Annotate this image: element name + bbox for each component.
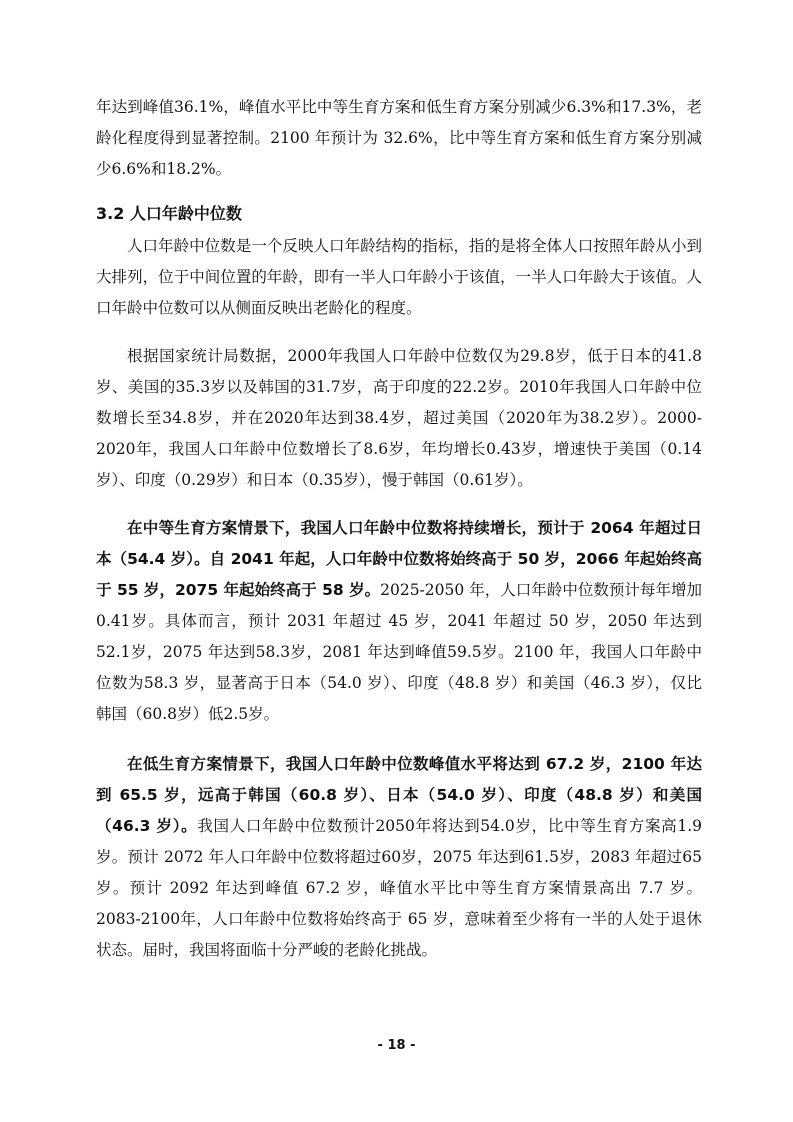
- paragraph-low-fertility-scenario: [96, 749, 702, 966]
- paragraph-medium-fertility-scenario: [96, 513, 702, 730]
- paragraph-low-fertility-text: 我国人口年龄中位数预计2050年将达到54.0岁，比中等生育方案高1.9岁。预计 2072 年人口年龄中位数将超过60岁，2075 年达到61.5岁，2083 年超过65岁。预计 2092 年达到峰值 67.2 岁，峰值水平比中等生育方案情景高出 7.7 岁。2083-2100年，人口年龄中位数将始终高于 65 岁，意味着至少将有一半的人处于退休状态。届时，我国将面临十分严峻的老龄化挑战。: [96, 817, 702, 959]
- paragraph-medium-fertility-bold: 在中等生育方案情景下，我国人口年龄中位数将持续增长，预计于 2064 年超过日本（54.4 岁）。自 2041 年起，人口年龄中位数将始终高于 50 岁，2066 年起始终高于 55 岁，2075 年起始终高于 58 岁。: [96, 519, 702, 599]
- paragraph-historical-median-age: 根据国家统计局数据，2000年我国人口年龄中位数仅为29.8岁，低于日本的41.8岁、美国的35.3岁以及韩国的31.7岁，高于印度的22.2岁。2010年我国人口年龄中位数增长至34.8岁，并在2020年达到38.4岁，超过美国（2020年为38.2岁）。2000-2020年，我国人口年龄中位数增长了8.6岁，年均增长0.43岁，增速快于美国（0.14岁）、印度（0.29岁）和日本（0.35岁），慢于韩国（0.61岁）。: [96, 347, 702, 489]
- paragraph-median-age-definition: 人口年龄中位数是一个反映人口年龄结构的指标，指的是将全体人口按照年龄从小到大排列，位于中间位置的年龄，即有一半人口年龄小于该值，一半人口年龄大于该值。人口年龄中位数可以从侧面反映出老龄化的程度。: [96, 237, 702, 317]
- section-heading: 3.2 人口年龄中位数: [96, 204, 242, 223]
- paragraph-aging-ratio-peak: 年达到峰值36.1%，峰值水平比中等生育方案和低生育方案分别减少6.3%和17.3%，老龄化程度得到显著控制。2100 年预计为 32.6%，比中等生育方案和低生育方案分别减少6.6%和18.2%。: [96, 98, 702, 178]
- paragraph-low-fertility-bold: 在低生育方案情景下，我国人口年龄中位数峰值水平将达到 67.2 岁，2100 年达到 65.5 岁，远高于韩国（60.8 岁）、日本（54.0 岁）、印度（48.8 岁）和美国（46.3 岁）。: [96, 755, 702, 835]
- paragraph-medium-fertility-text: 2025-2050 年，人口年龄中位数预计每年增加0.41岁。具体而言，预计 2031 年超过 45 岁，2041 年超过 50 岁，2050 年达到 52.1岁，2075 年达到58.3岁，2081 年达到峰值59.5岁。2100 年，我国人口年龄中位数为58.3 岁，显著高于日本（54.0 岁）、印度（48.8 岁）和美国（46.3 岁），仅比韩国（60.8岁）低2.5岁。: [96, 581, 702, 723]
- page-number: - 18 -: [377, 1038, 416, 1053]
